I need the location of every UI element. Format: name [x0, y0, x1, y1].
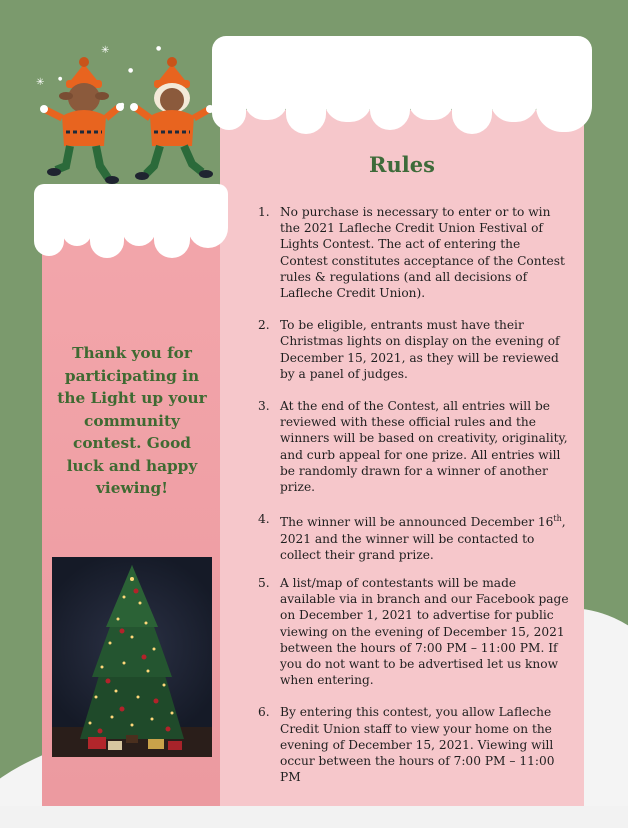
rule-number: 1. — [258, 205, 270, 219]
snow-drip — [154, 220, 190, 258]
rule-text: By entering this contest, you allow Lafleche Credit Union staff to view your home on the evening of December 15, 2021. Viewing will occur between the hours of 7:00 PM – 11:00 PM — [280, 705, 555, 785]
snowflake-icon: ● — [128, 67, 134, 74]
list-item — [258, 511, 570, 563]
list-item — [258, 575, 570, 688]
elf-right — [130, 57, 214, 180]
rule-text: , 2021 and the winner will be contacted to collect their grand prize. — [280, 515, 566, 562]
rule-number: 4. — [258, 512, 270, 527]
elf-left — [40, 57, 124, 184]
rule-number: 3. — [258, 399, 270, 414]
snowflake-icon: ● — [156, 45, 162, 52]
rules-list — [258, 204, 570, 801]
elf-icon — [36, 54, 226, 194]
rule-text: A list/map of contestants will be made available via in branch and our Facebook page on December 1, 2021 to advertise for public viewing on the evening of December 15, 2021 between the hours of 7:00 PM – 11:00 PM. If you do not want to be advertised let us know when entering. — [280, 575, 569, 688]
rule-text: No purchase is necessary to enter or to win the 2021 Lafleche Credit Union Festival of Lights Contest. The act of entering the Contest constitutes acceptance of the Contest rules & regulations (and all decisions of Lafleche Credit Union). — [280, 205, 565, 301]
rule-number: 5. — [258, 575, 270, 590]
thank-you-message: Thank you for participating in the Light up your community contest. Good luck and happy viewing! — [57, 344, 207, 497]
rule-superscript: th — [553, 514, 562, 524]
rule-number: 6. — [258, 705, 270, 720]
snow-cap-right — [212, 36, 592, 106]
bottom-strip — [0, 806, 628, 828]
list-item — [258, 398, 570, 495]
snow-drip — [34, 220, 64, 256]
rule-text: To be eligible, entrants must have their Christmas lights on display on the evening of December 15, 2021, as they will be reviewed by a panel of judges. — [280, 318, 560, 381]
rule-text: At the end of the Contest, all entries will be reviewed with these official rules and the winners will be based on creativity, originality, and curb appeal for one prize. All entries will be randomly drawn for a winner of another prize. — [280, 399, 568, 495]
rule-text: The winner will be announced December 16 — [280, 515, 554, 530]
snow-drip — [90, 220, 124, 258]
christmas-tree-photo — [52, 557, 212, 757]
list-item — [258, 317, 570, 382]
list-item — [258, 704, 570, 785]
snowflake-icon: ✳ — [101, 45, 110, 56]
page-title: Rules — [369, 152, 435, 177]
list-item — [258, 204, 570, 301]
tree-icon — [52, 557, 212, 757]
snowflake-icon: ● — [58, 76, 63, 82]
snowflake-icon: ✳ — [36, 77, 45, 88]
rule-number: 2. — [258, 318, 270, 333]
